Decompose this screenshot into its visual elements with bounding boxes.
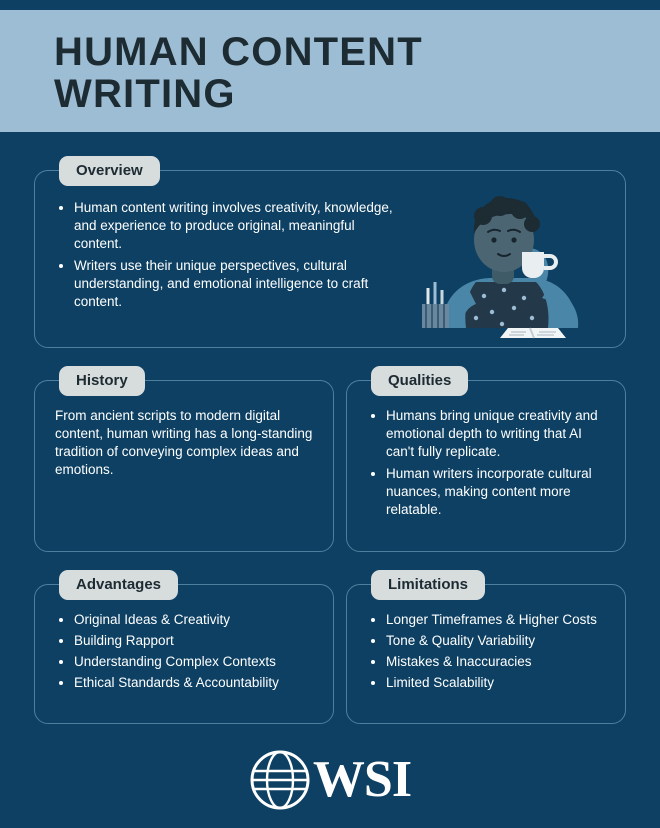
list-item: • Ethical Standards & Accountability (74, 674, 313, 692)
card-history-body (35, 381, 333, 493)
card-limitations-body (347, 585, 625, 709)
list-item: • Writers use their unique perspectives, cultural understanding, and emotional intelligence to craft content. (74, 257, 395, 311)
card-qualities (346, 372, 626, 552)
list-item: • Longer Timeframes & Higher Costs (386, 611, 605, 629)
list-item: • Mistakes & Inaccuracies (386, 653, 605, 671)
list-item: • Building Rapport (74, 632, 313, 650)
card-overview-body (35, 171, 415, 325)
list-item: • Human content writing involves creativity, knowledge, and experience to produce original, meaningful content. (74, 199, 395, 253)
card-limitations (346, 576, 626, 724)
card-history-title: History (59, 366, 145, 396)
card-qualities-body (347, 381, 625, 533)
page-title: HUMAN CONTENT WRITING (54, 30, 423, 116)
card-history (34, 372, 334, 552)
card-advantages-body (35, 585, 333, 709)
header-band (0, 10, 660, 132)
list-item: • Humans bring unique creativity and emotional depth to writing that AI can't fully replicate. (386, 407, 605, 461)
card-overview-title: Overview (59, 156, 160, 186)
list-item: • Limited Scalability (386, 674, 605, 692)
card-qualities-title: Qualities (371, 366, 468, 396)
card-advantages (34, 576, 334, 724)
writer-at-desk-illustration (380, 178, 620, 356)
overview-bullet-list (55, 199, 395, 311)
list-item: • Understanding Complex Contexts (74, 653, 313, 671)
globe-icon (249, 749, 311, 811)
history-text: From ancient scripts to modern digital content, human writing has a long-standing tradition of conveying complex ideas and emotions. (55, 408, 313, 477)
qualities-bullet-list (367, 407, 605, 519)
wsi-logo (0, 740, 660, 820)
card-advantages-title: Advantages (59, 570, 178, 600)
list-item: • Original Ideas & Creativity (74, 611, 313, 629)
wsi-logo-text: WSI (312, 751, 412, 808)
limitations-bullet-list (367, 611, 605, 692)
advantages-bullet-list (55, 611, 313, 692)
card-limitations-title: Limitations (371, 570, 485, 600)
list-item: • Tone & Quality Variability (386, 632, 605, 650)
list-item: • Human writers incorporate cultural nuances, making content more relatable. (386, 465, 605, 519)
